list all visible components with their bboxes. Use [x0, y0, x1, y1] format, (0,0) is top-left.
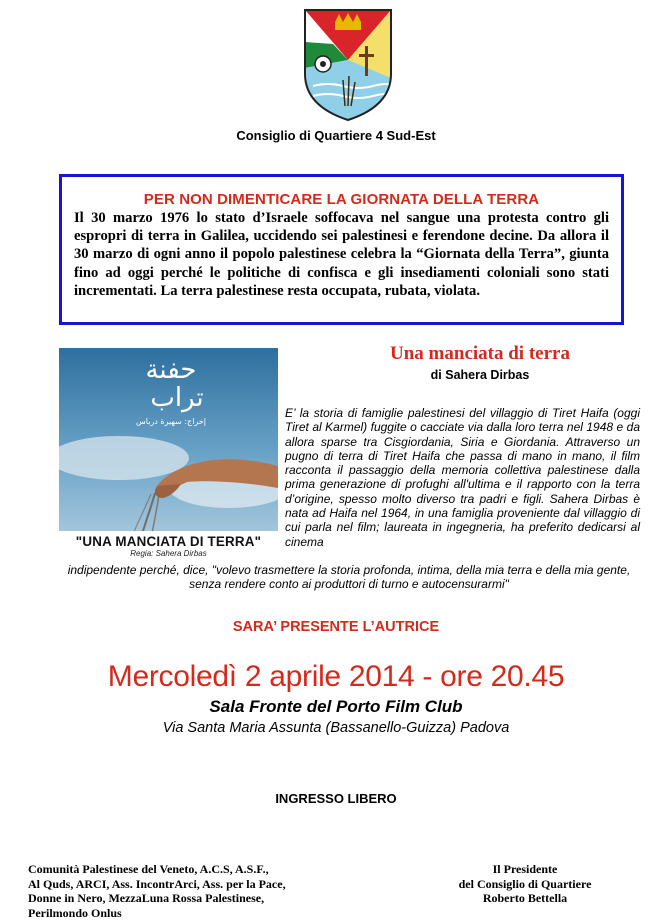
event-venue: Sala Fronte del Porto Film Club — [209, 697, 463, 716]
president-council: del Consiglio di Quartiere — [458, 876, 592, 891]
president-title: Il Presidente — [492, 862, 558, 876]
intro-title: PER NON DIMENTICARE LA GIORNATA DELLA TERRA — [143, 191, 540, 208]
admission-note: INGRESSO LIBERO — [275, 791, 397, 806]
organizers-line: Perilmondo Onlus — [28, 905, 122, 920]
film-poster — [59, 348, 278, 561]
film-title: Una manciata di terra — [390, 343, 570, 364]
president-name: Roberto Bettella — [482, 891, 568, 905]
organizers-line: Donne in Nero, MezzaLuna Rossa Palestinese, — [28, 891, 265, 905]
poster-arabic-title-2: تراب — [150, 383, 204, 413]
council-crest — [303, 8, 393, 122]
event-date-time: Mercoledì 2 aprile 2014 - ore 20.45 — [107, 660, 565, 693]
film-description-end: indipendente perché, dice, "volevo trasmettere la storia profonda, intima, della mia terra e della mia gente, senza rendere conto ai produttori di turno e autocensurarmi" — [67, 563, 631, 592]
intro-box — [59, 174, 624, 325]
poster-credit: Regia: Sahera Dirbas — [130, 549, 207, 558]
president-signature-block — [410, 862, 640, 906]
poster-arabic-credit: إخراج: سهيرة درباس — [135, 417, 207, 426]
organizers-line: Al Quds, ARCI, Ass. IncontrArci, Ass. per la Pace, — [28, 876, 286, 891]
organizers-line: Comunità Palestinese del Veneto, A.C.S, A.S.F., — [28, 862, 269, 876]
intro-text: Il 30 marzo 1976 lo stato d’Israele soffocava nel sangue una protesta contro gli espropri di terra in Galilea, uccidendo sei palestinesi e ferendone decine. Da allora il 30 marzo di ogni anno il popolo palestinese celebra la “Giornata della Terra”, giunta fino ad oggi perché le politiche di confisca e gli insediamenti coloniali sono stati incrementati. La terra palestinese resta occupata, rubata, violata. — [74, 210, 609, 299]
author-present-note: SARA’ PRESENTE L’AUTRICE — [232, 619, 440, 635]
film-description: E’ la storia di famiglie palestinesi del villaggio di Tiret Haifa (oggi Tiret al Karmel) fuggite o cacciate via dalla loro terra nel 1948 e da allora sparse tra Cisgiordania, Siria e Giordania. Attraverso un pugno di terra di Tiret Haifa che passa di mano in mano, il film racconta il passaggio della memoria collettiva palestinese dalla prima generazione di profughi all'ultima e il rapporto con la terra d’origine, spesso molto diverso tra padri e figli. Sahera Dirbas è nata ad Haifa nel 1964, in una famiglia proveniente dal villaggio di cui parla nel film; laureata in ingegneria, ha preferito dedicarsi al cinema — [285, 406, 640, 549]
poster-arabic-title-1: حفنة — [145, 355, 197, 385]
film-author: di Sahera Dirbas — [430, 368, 530, 382]
event-address: Via Santa Maria Assunta (Bassanello-Guizza) Padova — [162, 720, 510, 736]
poster-title: "UNA MANCIATA DI TERRA" — [75, 534, 262, 549]
council-name: Consiglio di Quartiere 4 Sud-Est — [236, 128, 436, 143]
organizers-list — [28, 862, 408, 920]
